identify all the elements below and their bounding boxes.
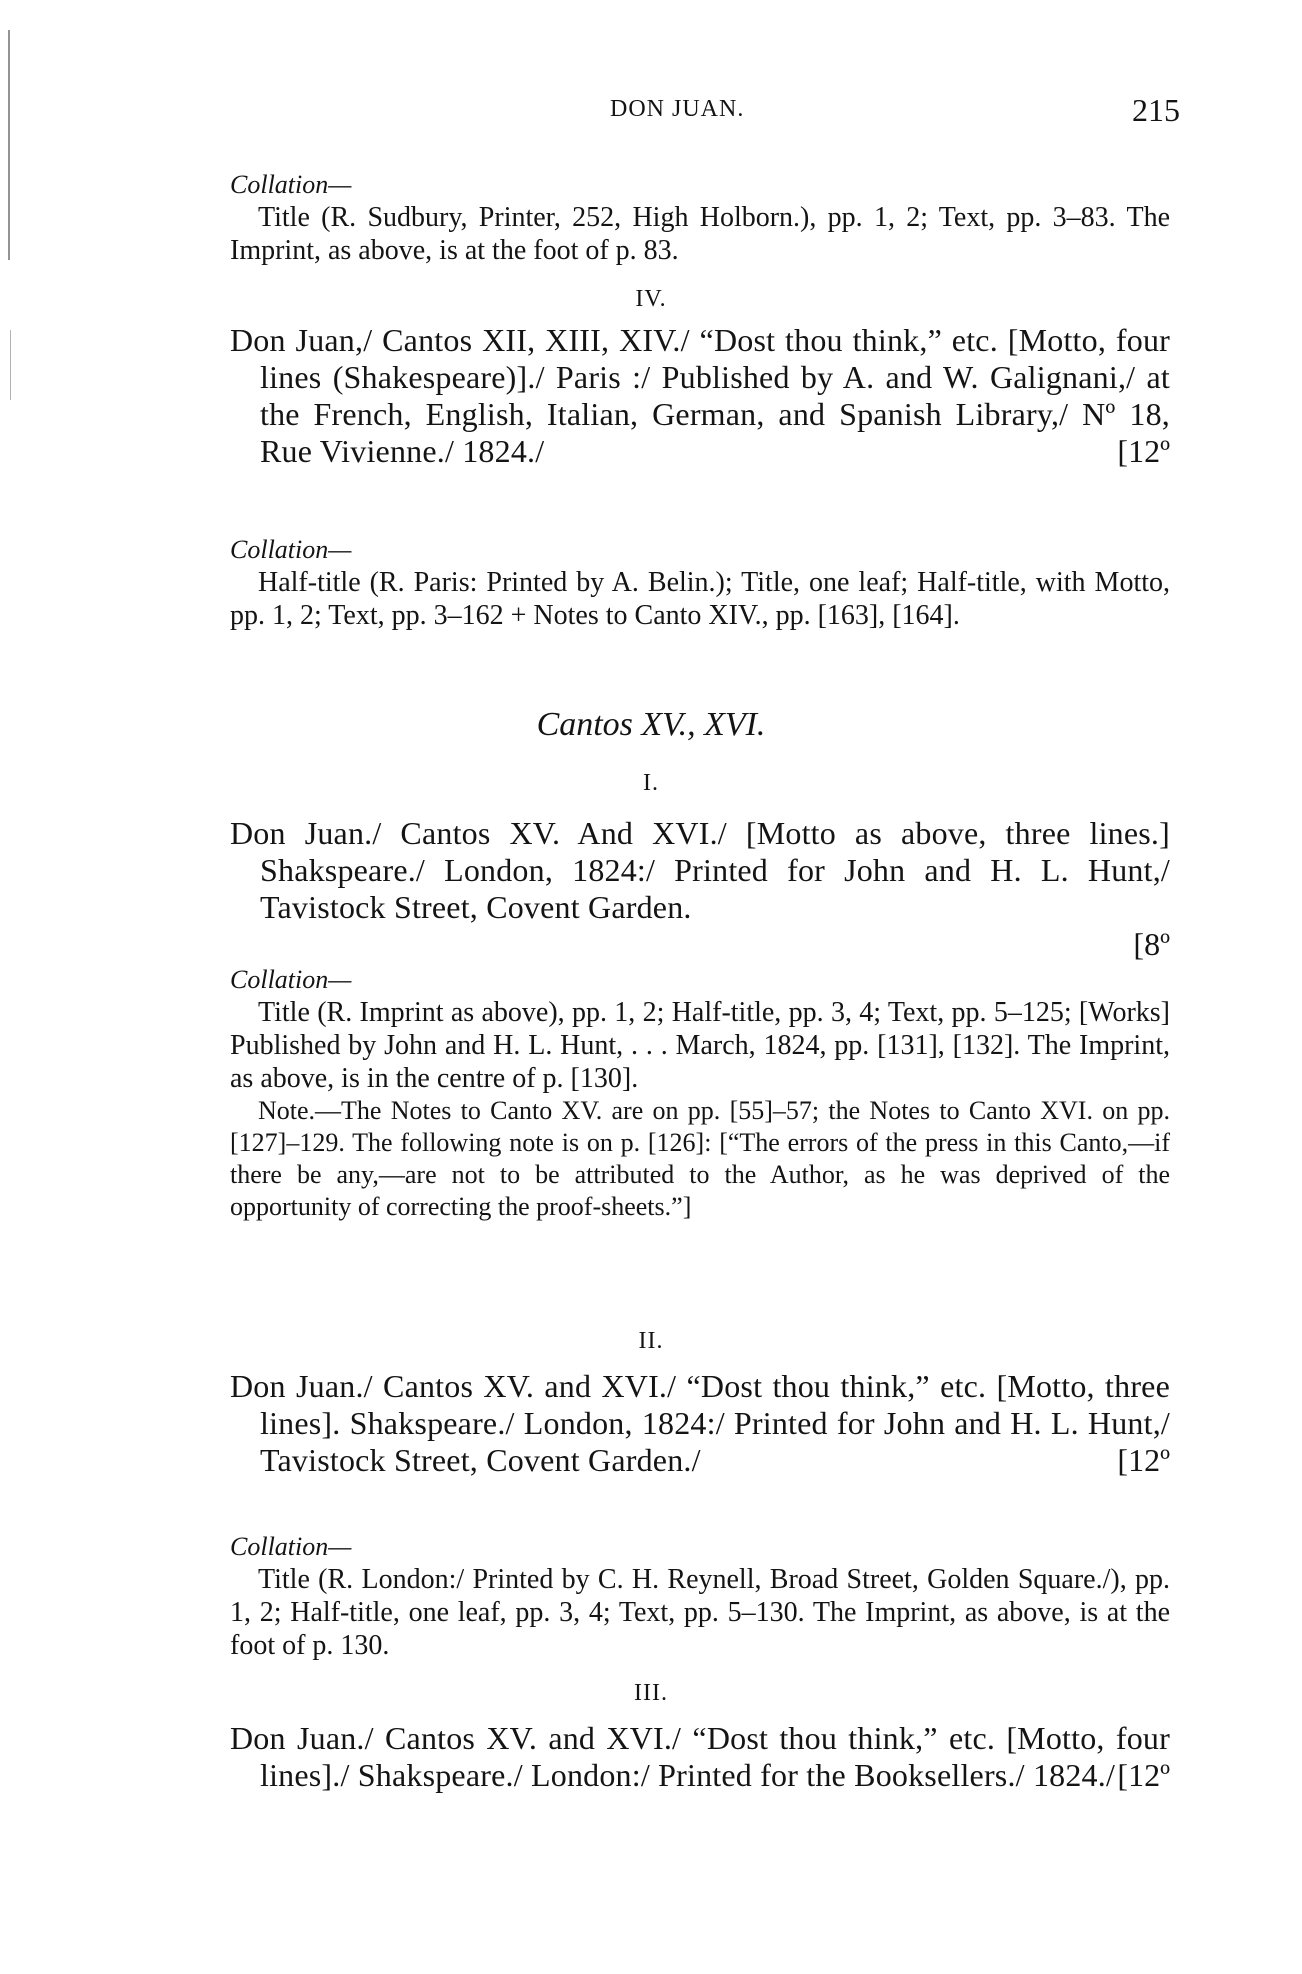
note-text: Note.—The Notes to Canto XV. are on pp. [55]–57; the Notes to Canto XVI. on pp. [127]–129. The following note is on p. [126]: [“The errors of the press in this Canto,—if there be any,—are not to be attributed to the Author, as he was deprived of the opportunity of correcting the proof-sheets.”] — [230, 1096, 1170, 1221]
scan-edge-mark — [10, 330, 11, 400]
page-header — [260, 92, 1180, 136]
entry-numeral: I. — [643, 770, 659, 796]
collation-text: Title (R. Sudbury, Printer, 252, High Holborn.), pp. 1, 2; Text, pp. 3–83. The Imprint, as above, is at the foot of p. 83. — [230, 202, 1170, 266]
format-tag: [12º — [1117, 1757, 1170, 1793]
collation-label: Collation— — [230, 965, 352, 994]
scan-edge-mark — [8, 30, 10, 260]
entry-numeral: IV. — [635, 286, 667, 312]
collation-block — [230, 1530, 1170, 1662]
collation-block — [230, 168, 1170, 267]
running-title: DON JUAN. — [610, 96, 745, 122]
bibliographic-entry — [230, 815, 1170, 963]
collation-text: Title (R. Imprint as above), pp. 1, 2; Half-title, pp. 3, 4; Text, pp. 5–125; [Works] Published by John and H. L. Hunt, . . . March, 1824, pp. [131], [132]. The Imprint, as above, is in the centre of p. [130]. — [230, 997, 1170, 1094]
format-tag: [8º — [1133, 926, 1170, 962]
entry-title: Don Juan,/ Cantos XII, XIII, XIV./ “Dost thou think,” etc. [Motto, four lines (Shakespeare)]./ Paris :/ Published by A. and W. Galignani,/ at the French, English, Italian, German, and Spanish Library,/ Nº 18, Rue Vivienne./ 1824./ — [230, 322, 1170, 469]
format-tag: [12º — [1117, 1442, 1170, 1478]
entry-numeral: II. — [638, 1328, 664, 1354]
collation-label: Collation— — [230, 535, 352, 564]
entry-title: Don Juan./ Cantos XV. and XVI./ “Dost thou think,” etc. [Motto, three lines]. Shakspeare./ London, 1824:/ Printed for John and H. L. Hunt,/ Tavistock Street, Covent Garden./ — [230, 1368, 1170, 1478]
collation-block — [230, 533, 1170, 632]
collation-text: Half-title (R. Paris: Printed by A. Belin.); Title, one leaf; Half-title, with Motto, pp. 1, 2; Text, pp. 3–162 + Notes to Canto XIV., pp. [163], [164]. — [230, 567, 1170, 631]
collation-label: Collation— — [230, 1532, 352, 1561]
entry-title: Don Juan./ Cantos XV. and XVI./ “Dost thou think,” etc. [Motto, four lines]./ Shakspeare./ London:/ Printed for the Booksellers./ 1824./ — [230, 1720, 1170, 1793]
section-title: Cantos XV., XVI. — [536, 706, 766, 743]
collation-block — [230, 963, 1170, 1223]
bibliographic-entry — [230, 1720, 1170, 1794]
page-number: 215 — [1132, 92, 1180, 128]
entry-title: Don Juan./ Cantos XV. And XVI./ [Motto as above, three lines.] Shakspeare./ London, 1824:/ Printed for John and H. L. Hunt,/ Tavistock Street, Covent Garden. — [230, 815, 1170, 925]
bibliographic-entry — [230, 1368, 1170, 1479]
collation-text: Title (R. London:/ Printed by C. H. Reynell, Broad Street, Golden Square./), pp. 1, 2; Half-title, one leaf, pp. 3, 4; Text, pp. 5–130. The Imprint, as above, is at the foot of p. 130. — [230, 1564, 1170, 1661]
bibliographic-entry — [230, 322, 1170, 470]
entry-numeral: III. — [634, 1680, 668, 1706]
format-tag: [12º — [1117, 433, 1170, 469]
collation-label: Collation— — [230, 170, 352, 199]
